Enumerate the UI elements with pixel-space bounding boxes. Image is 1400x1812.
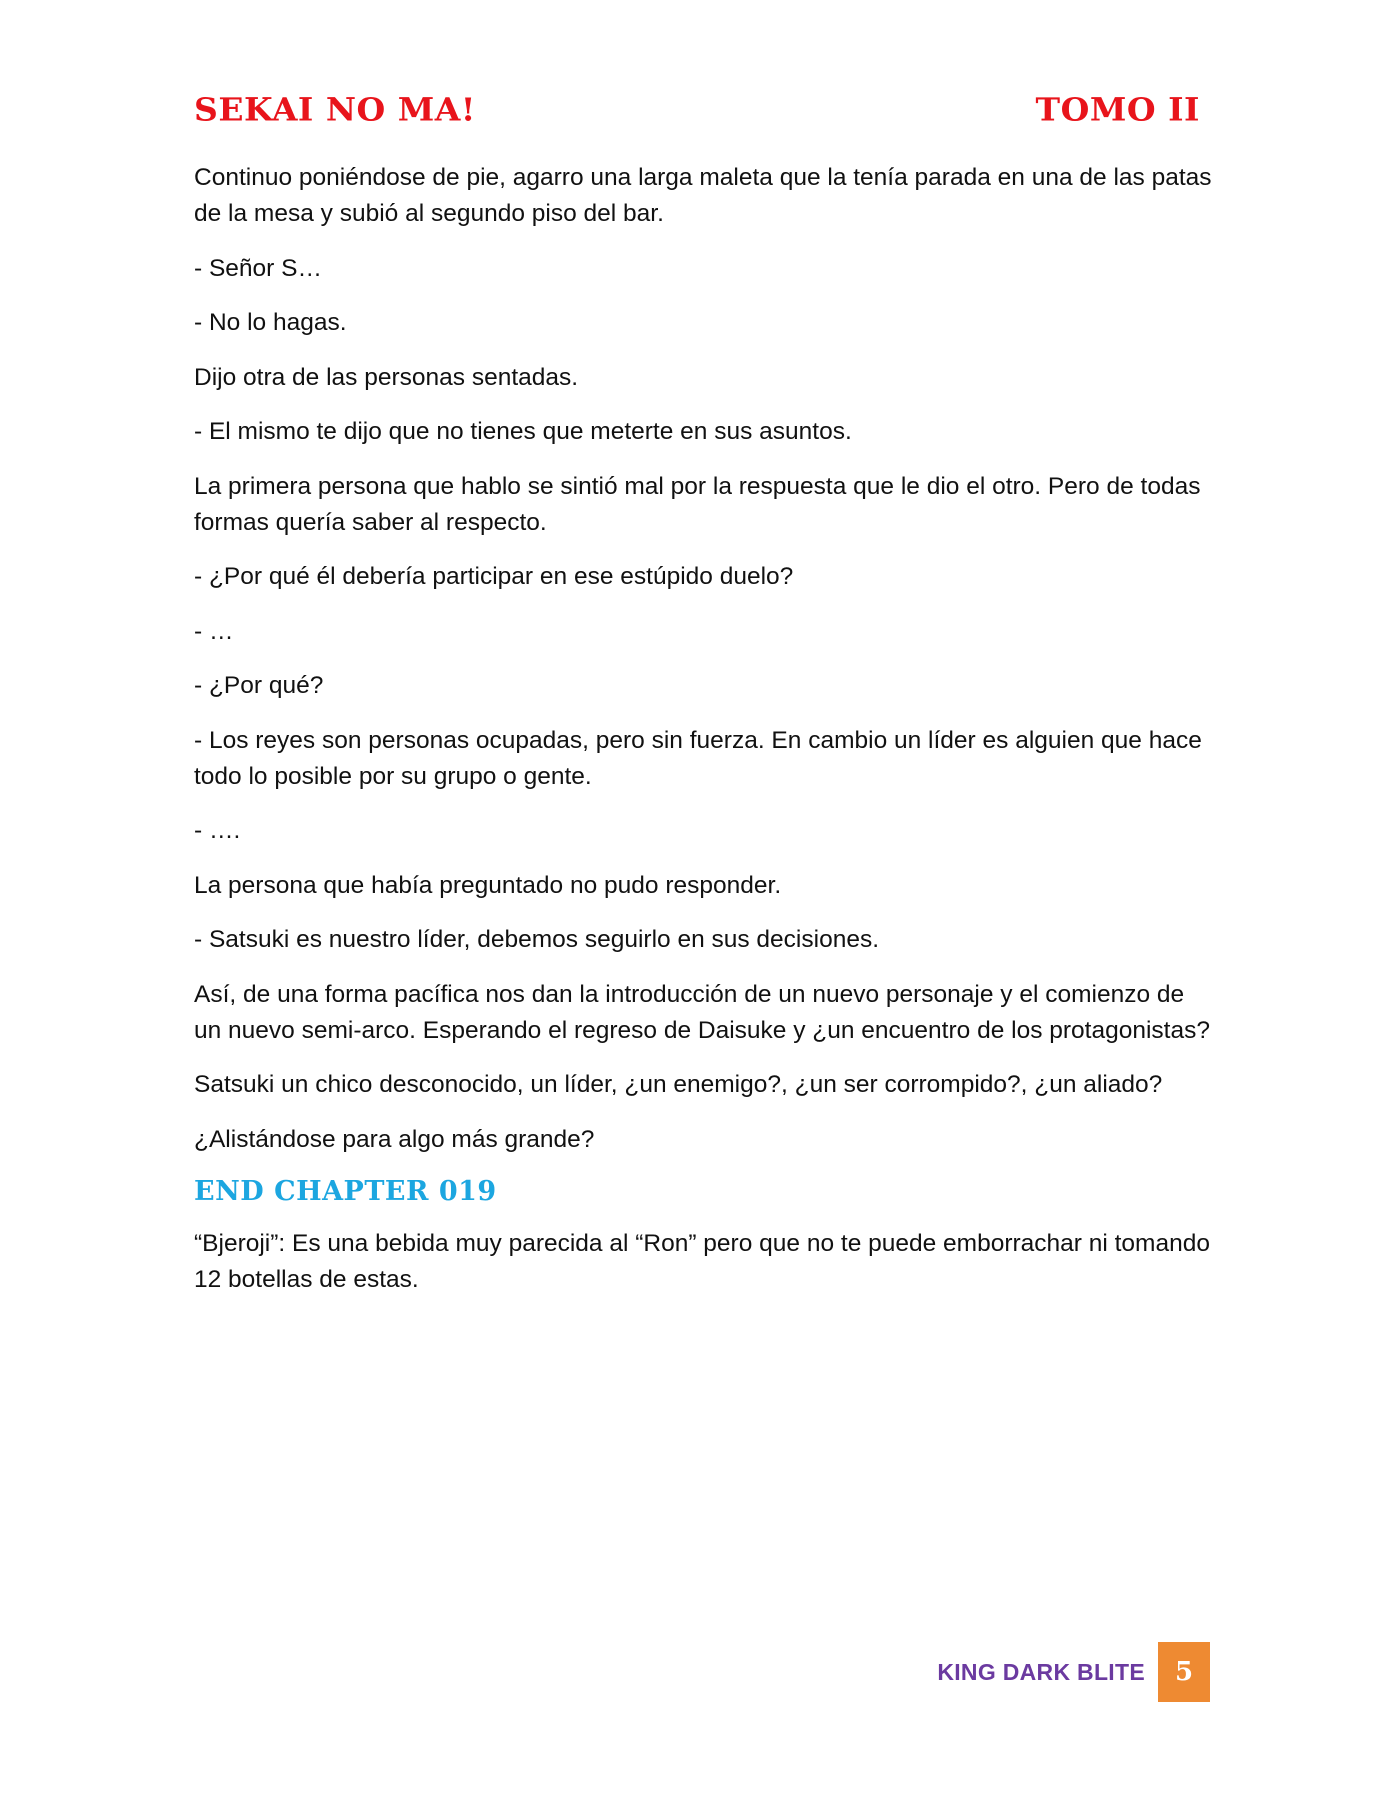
volume-title: TOMO II: [1035, 91, 1200, 129]
author-name: KING DARK BLITE: [937, 1658, 1145, 1685]
page-footer: [937, 1642, 1210, 1702]
paragraph: - El mismo te dijo que no tienes que meterte en sus asuntos.: [194, 418, 852, 445]
paragraph: - Los reyes son personas ocupadas, pero sin fuerza. En cambio un líder es alguien que hace todo lo posible por su grupo o gente.: [194, 726, 1202, 790]
paragraph: - Satsuki es nuestro líder, debemos seguirlo en sus decisiones.: [194, 926, 880, 953]
chapter-end-heading: END CHAPTER 019: [194, 1176, 497, 1207]
page-number: 5: [1158, 1642, 1210, 1702]
paragraph: - No lo hagas.: [194, 309, 347, 336]
page-body: [194, 160, 1214, 1317]
footnote: “Bjeroji”: Es una bebida muy parecida al “Ron” pero que no te puede emborrachar ni tomando 12 botellas de estas.: [194, 1230, 1210, 1293]
paragraph: Satsuki un chico desconocido, un líder, ¿un enemigo?, ¿un ser corrompido?, ¿un aliado?: [194, 1071, 1163, 1098]
paragraph: - …: [194, 617, 234, 645]
paragraph: Así, de una forma pacífica nos dan la introducción de un nuevo personaje y el comienzo de un nuevo semi-arco. Esperando el regreso de Daisuke y ¿un encuentro de los protagonistas?: [194, 980, 1210, 1044]
paragraph: Dijo otra de las personas sentadas.: [194, 363, 579, 391]
paragraph: - Señor S…: [194, 254, 322, 282]
paragraph: - ¿Por qué él debería participar en ese estúpido duelo?: [194, 563, 794, 590]
paragraph: - ¿Por qué?: [194, 672, 324, 699]
paragraph: Continuo poniéndose de pie, agarro una larga maleta que la tenía parada en una de las patas de la mesa y subió al segundo piso del bar.: [194, 164, 1212, 227]
book-title: SEKAI NO MA!: [194, 91, 476, 129]
paragraph: La persona que había preguntado no pudo responder.: [194, 871, 782, 899]
paragraph: - ….: [194, 817, 241, 844]
paragraph: ¿Alistándose para algo más grande?: [194, 1125, 595, 1153]
paragraph: La primera persona que hablo se sintió mal por la respuesta que le dio el otro. Pero de todas formas quería saber al respecto.: [194, 472, 1201, 536]
